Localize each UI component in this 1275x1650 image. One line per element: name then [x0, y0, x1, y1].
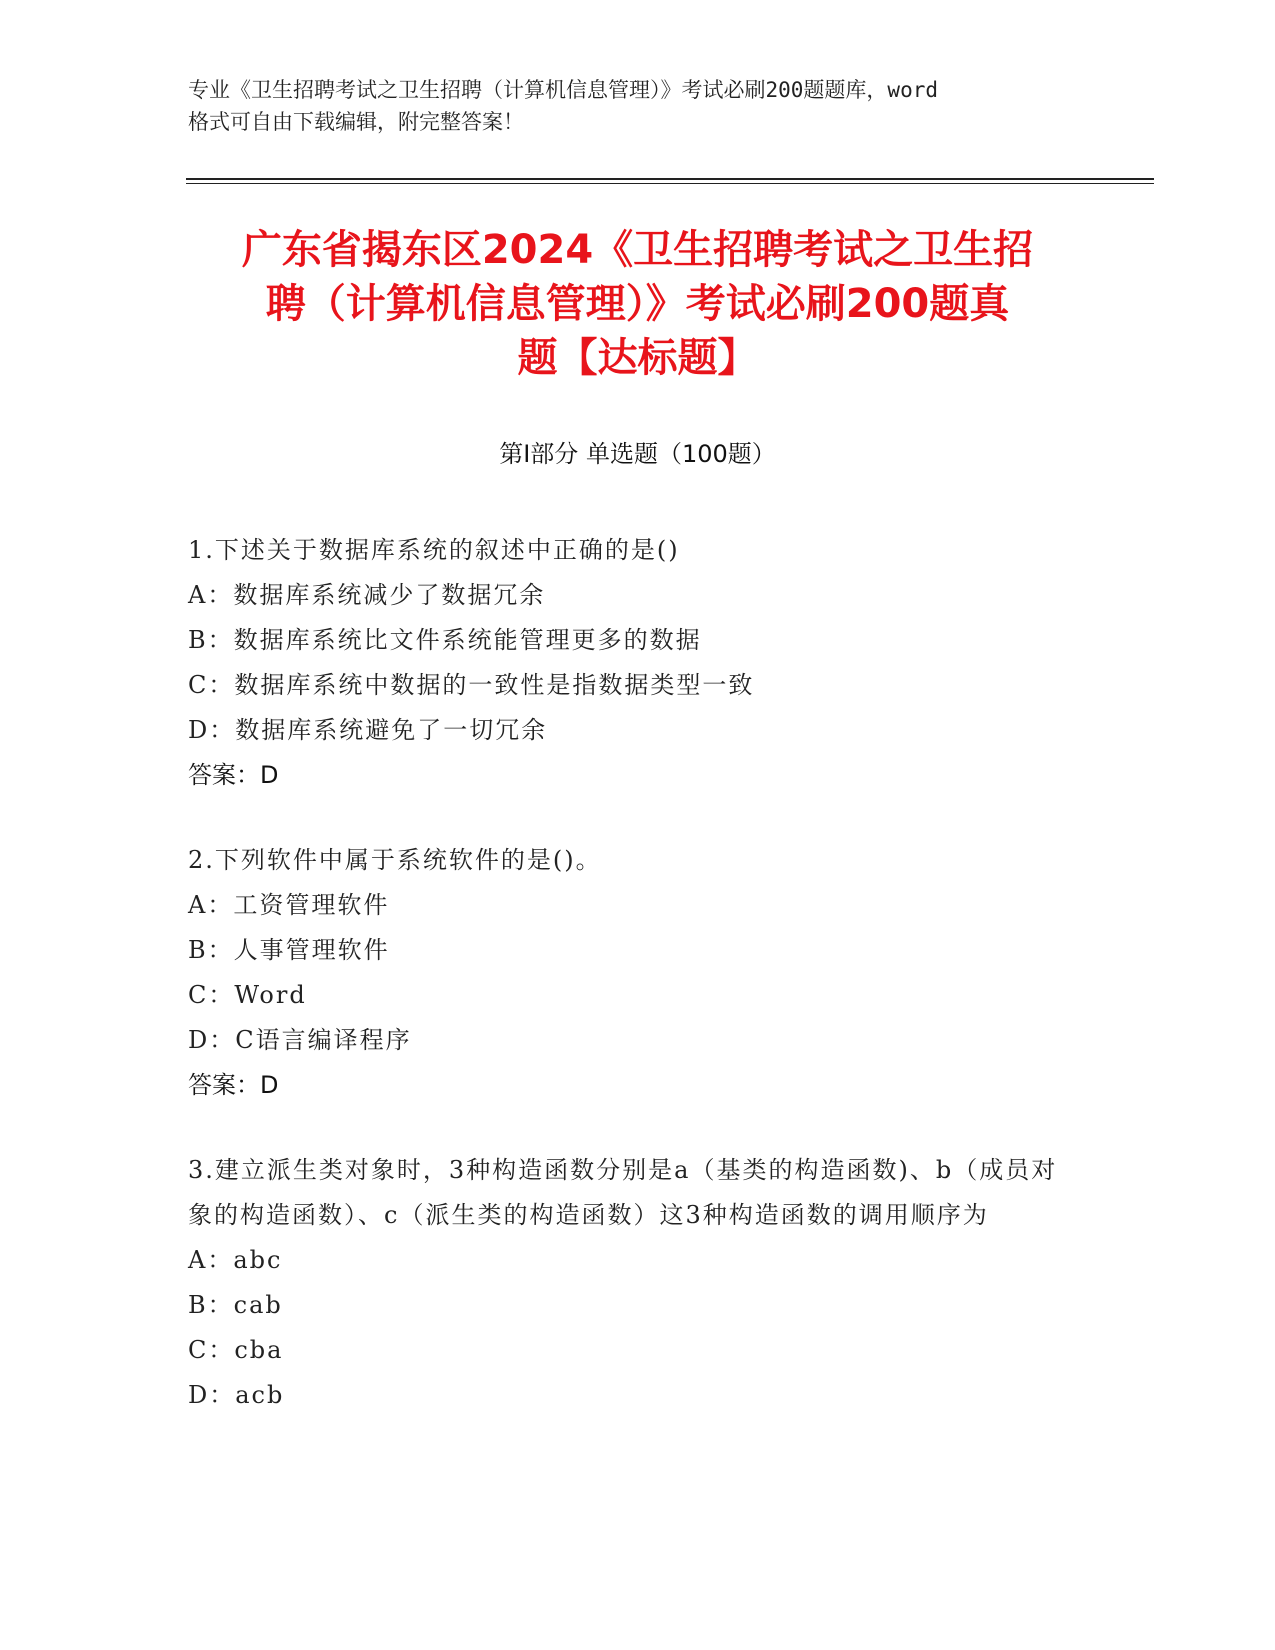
question-stem: 2.下列软件中属于系统软件的是()。 — [188, 846, 602, 874]
option-a: A：数据库系统减少了数据冗余 — [188, 581, 546, 609]
section-title: 第Ⅰ部分 单选题（100题） — [499, 440, 776, 468]
option-b: B：人事管理软件 — [188, 936, 390, 964]
option-d: D：acb — [188, 1381, 285, 1409]
option-a: A：工资管理软件 — [188, 891, 390, 919]
answer: 答案：D — [188, 1071, 279, 1099]
option-a: A：abc — [188, 1246, 283, 1274]
option-b: B：cab — [188, 1291, 283, 1319]
option-c: C：数据库系统中数据的一致性是指数据类型一致 — [188, 671, 755, 699]
option-b: B：数据库系统比文件系统能管理更多的数据 — [188, 626, 702, 654]
title-line-3: 题【达标题】 — [517, 335, 758, 381]
question-3 — [188, 1148, 1078, 1418]
option-c: C：cba — [188, 1336, 284, 1364]
question-stem: 1.下述关于数据库系统的叙述中正确的是() — [188, 536, 680, 564]
header-note-line-1: 专业《卫生招聘考试之卫生招聘（计算机信息管理）》考试必刷200题题库，word — [188, 78, 938, 102]
header-rule-thick — [186, 178, 1154, 180]
header-note-line-2: 格式可自由下载编辑，附完整答案！ — [188, 110, 524, 134]
header-note — [188, 74, 1088, 138]
question-list — [188, 528, 1078, 1458]
title-line-1: 广东省揭东区2024《卫生招聘考试之卫生招 — [241, 227, 1034, 273]
question-2 — [188, 838, 1078, 1108]
document-title — [170, 223, 1105, 385]
option-c: C：Word — [188, 981, 307, 1009]
title-line-2: 聘（计算机信息管理）》考试必刷200题真 — [265, 281, 1010, 327]
question-stem: 3.建立派生类对象时，3种构造函数分别是a（基类的构造函数)、b（成员对象的构造函数）、c（派生类的构造函数）这3种构造函数的调用顺序为 — [188, 1156, 1058, 1229]
option-d: D：C语言编译程序 — [188, 1026, 412, 1054]
answer: 答案：D — [188, 761, 279, 789]
header-rule-thin — [186, 183, 1154, 184]
question-1 — [188, 528, 1078, 798]
option-d: D：数据库系统避免了一切冗余 — [188, 716, 548, 744]
